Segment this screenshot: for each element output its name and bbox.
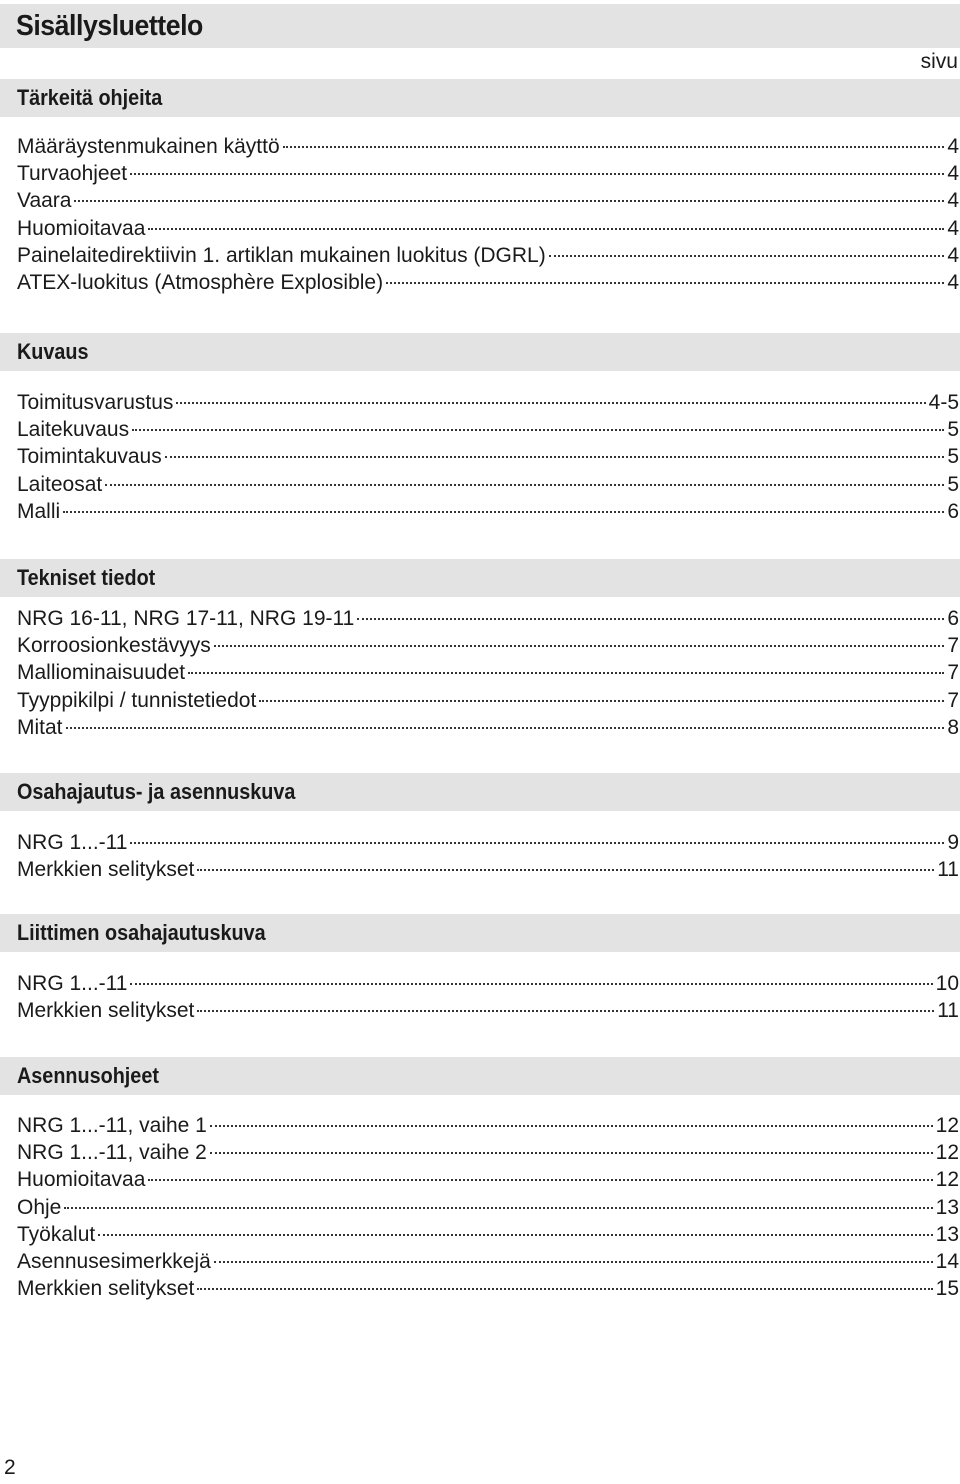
- toc-entry[interactable]: [17, 1194, 959, 1221]
- toc-entry-label: Huomioitavaa: [17, 1168, 146, 1192]
- toc-entry-page: 5: [947, 445, 959, 469]
- section-header: [0, 559, 960, 597]
- toc-entry-page: 8: [947, 715, 959, 739]
- toc-entry-label: ATEX-luokitus (Atmosphère Explosible): [17, 270, 384, 294]
- toc-entry-page: 5: [947, 472, 959, 496]
- toc-entry-list: [17, 1112, 959, 1302]
- section-title: Kuvaus: [17, 339, 89, 364]
- toc-entry[interactable]: [17, 215, 959, 242]
- dot-leader: [197, 1288, 932, 1290]
- toc-entry-label: Mitat: [17, 715, 63, 739]
- toc-entry-page: 11: [937, 858, 959, 882]
- toc-entry-page: 7: [947, 634, 959, 658]
- toc-entry-label: Toimitusvarustus: [17, 391, 174, 414]
- toc-entry-list: [17, 970, 959, 1024]
- dot-leader: [105, 484, 944, 486]
- toc-entry-label: Huomioitavaa: [17, 216, 146, 240]
- toc-entry-label: Laiteosat: [17, 472, 103, 496]
- toc-entry[interactable]: [17, 605, 959, 632]
- page-number: 2: [4, 1456, 16, 1479]
- toc-entry-label: NRG 1...-11, vaihe 2: [17, 1141, 207, 1165]
- toc-entry[interactable]: [17, 856, 959, 883]
- toc-entry[interactable]: [17, 160, 959, 187]
- toc-entry-page: 6: [947, 499, 959, 523]
- toc-entry[interactable]: [17, 687, 959, 714]
- dot-leader: [130, 983, 932, 985]
- toc-entry[interactable]: [17, 829, 959, 856]
- toc-entry-label: Asennusesimerkkejä: [17, 1249, 211, 1273]
- toc-entry[interactable]: [17, 187, 959, 214]
- toc-entry-label: Määräystenmukainen käyttö: [17, 135, 280, 158]
- toc-entry-label: NRG 1...-11, vaihe 1: [17, 1114, 207, 1137]
- toc-entry[interactable]: [17, 416, 959, 443]
- toc-entry-page: 4-5: [928, 391, 959, 414]
- dot-leader: [130, 842, 944, 844]
- toc-entry[interactable]: [17, 1221, 959, 1248]
- page-title: Sisällysluettelo: [16, 9, 203, 42]
- toc-entry-label: Malli: [17, 499, 61, 523]
- toc-entry-list: [17, 389, 959, 525]
- toc-entry-page: 14: [935, 1249, 959, 1273]
- section-title: Liittimen osahajautuskuva: [17, 920, 266, 945]
- dot-leader: [66, 727, 945, 729]
- toc-entry[interactable]: [17, 133, 959, 160]
- toc-entry-label: Merkkien selitykset: [17, 858, 195, 882]
- page-column-label: sivu: [920, 50, 958, 73]
- toc-entry[interactable]: [17, 997, 959, 1024]
- toc-entry-list: [17, 133, 959, 296]
- toc-entry-page: 10: [935, 972, 959, 995]
- toc-entry-label: Vaara: [17, 189, 72, 213]
- dot-leader: [197, 869, 934, 871]
- toc-entry[interactable]: [17, 632, 959, 659]
- toc-entry-page: 7: [947, 661, 959, 685]
- dot-leader: [132, 429, 944, 431]
- toc-title-bar: [0, 4, 960, 48]
- toc-entry-label: Tyyppikilpi / tunnistetiedot: [17, 688, 257, 712]
- dot-leader: [176, 402, 925, 404]
- toc-entry-page: 4: [947, 270, 959, 294]
- toc-entry-page: 4: [947, 162, 959, 186]
- toc-entry-page: 13: [935, 1222, 959, 1246]
- toc-entry[interactable]: [17, 1275, 959, 1302]
- toc-entry[interactable]: [17, 1139, 959, 1166]
- toc-entry-label: Korroosionkestävyys: [17, 634, 211, 658]
- toc-entry-list: [17, 605, 959, 741]
- toc-entry-page: 4: [947, 216, 959, 240]
- toc-entry[interactable]: [17, 1248, 959, 1275]
- toc-entry[interactable]: [17, 242, 959, 269]
- dot-leader: [130, 173, 944, 175]
- dot-leader: [165, 456, 945, 458]
- toc-entry[interactable]: [17, 269, 959, 296]
- dot-leader: [188, 672, 944, 674]
- toc-entry-label: NRG 1...-11: [17, 831, 128, 854]
- dot-leader: [98, 1234, 932, 1236]
- toc-entry-page: 4: [947, 189, 959, 213]
- dot-leader: [549, 255, 945, 257]
- section-title: Tärkeitä ohjeita: [17, 85, 163, 110]
- dot-leader: [386, 282, 944, 284]
- dot-leader: [210, 1152, 933, 1154]
- toc-entry-label: Painelaitedirektiivin 1. artiklan mukainen luokitus (DGRL): [17, 243, 546, 267]
- toc-entry-label: Malliominaisuudet: [17, 661, 186, 685]
- toc-entry[interactable]: [17, 443, 959, 470]
- toc-entry-label: Ohje: [17, 1195, 62, 1219]
- toc-entry-page: 12: [935, 1114, 959, 1137]
- dot-leader: [214, 645, 945, 647]
- section-header: [0, 773, 960, 811]
- toc-entry-page: 11: [937, 999, 959, 1023]
- toc-entry-label: NRG 1...-11: [17, 972, 128, 995]
- toc-entry[interactable]: [17, 1112, 959, 1139]
- toc-entry-list: [17, 829, 959, 883]
- toc-entry-label: Työkalut: [17, 1222, 96, 1246]
- toc-entry-page: 13: [935, 1195, 959, 1219]
- dot-leader: [64, 1207, 932, 1209]
- toc-entry-page: 15: [935, 1277, 959, 1301]
- toc-entry-label: Toimintakuvaus: [17, 445, 162, 469]
- toc-entry-page: 6: [947, 607, 959, 630]
- section-title: Asennusohjeet: [17, 1063, 159, 1088]
- section-title: Tekniset tiedot: [17, 565, 156, 590]
- toc-entry[interactable]: [17, 714, 959, 741]
- toc-entry-label: Merkkien selitykset: [17, 999, 195, 1023]
- toc-entry-page: 4: [947, 243, 959, 267]
- section-header: [0, 1057, 960, 1095]
- section-title: Osahajautus- ja asennuskuva: [17, 779, 296, 804]
- toc-entry[interactable]: [17, 498, 959, 525]
- dot-leader: [210, 1125, 933, 1127]
- dot-leader: [283, 146, 945, 148]
- dot-leader: [63, 511, 944, 513]
- dot-leader: [148, 228, 944, 230]
- toc-entry-page: 12: [935, 1141, 959, 1165]
- toc-entry-page: 7: [947, 688, 959, 712]
- toc-entry-label: Laitekuvaus: [17, 418, 130, 442]
- toc-entry-page: 5: [947, 418, 959, 442]
- toc-entry-page: 12: [935, 1168, 959, 1192]
- section-header: [0, 79, 960, 117]
- section-header: [0, 914, 960, 952]
- toc-entry-label: Merkkien selitykset: [17, 1277, 195, 1301]
- dot-leader: [197, 1010, 934, 1012]
- toc-entry-page: 9: [947, 831, 959, 854]
- toc-entry[interactable]: [17, 389, 959, 416]
- section-header: [0, 333, 960, 371]
- toc-entry[interactable]: [17, 1166, 959, 1193]
- dot-leader: [74, 200, 944, 202]
- toc-entry-page: 4: [947, 135, 959, 158]
- dot-leader: [214, 1261, 933, 1263]
- toc-entry[interactable]: [17, 970, 959, 997]
- dot-leader: [357, 618, 944, 620]
- dot-leader: [259, 700, 944, 702]
- toc-entry[interactable]: [17, 659, 959, 686]
- dot-leader: [148, 1179, 932, 1181]
- toc-entry-label: Turvaohjeet: [17, 162, 128, 186]
- toc-entry[interactable]: [17, 471, 959, 498]
- toc-entry-label: NRG 16-11, NRG 17-11, NRG 19-11: [17, 607, 355, 630]
